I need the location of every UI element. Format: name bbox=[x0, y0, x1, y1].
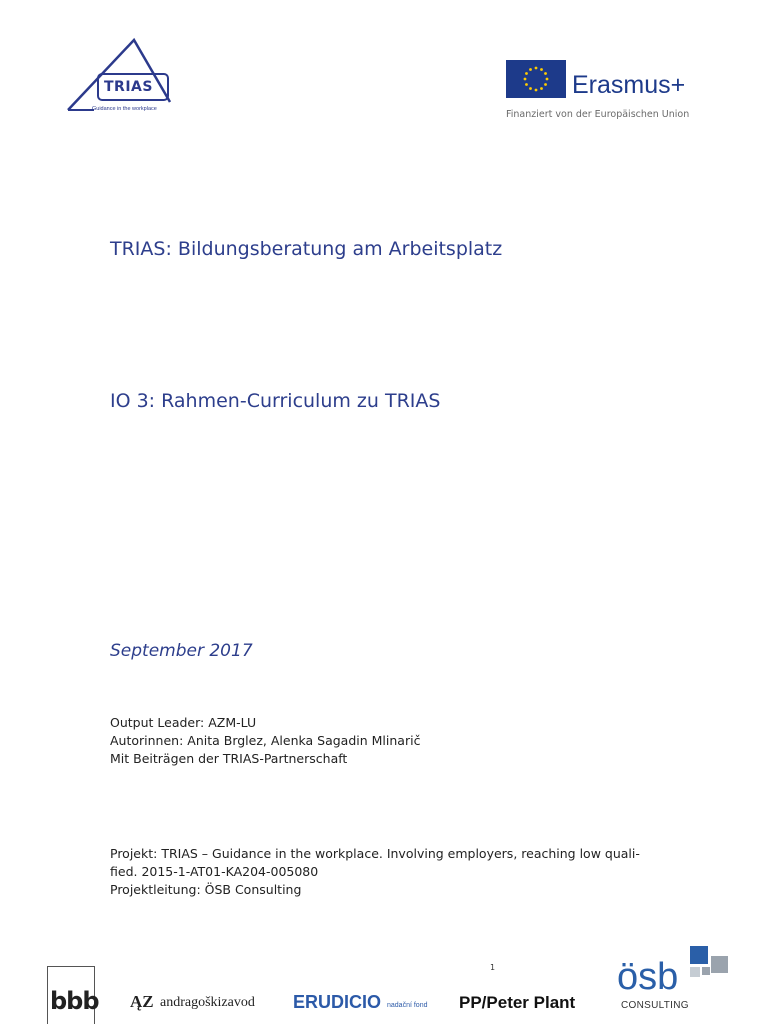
peter-plant-logo: PP/Peter Plant bbox=[459, 993, 576, 1012]
trias-tagline: Guidance in the workplace bbox=[92, 106, 157, 112]
eu-star-icon bbox=[524, 78, 527, 81]
osb-squares-icon bbox=[690, 946, 730, 984]
contributions-line: Mit Beiträgen der TRIAS-Partnerschaft bbox=[110, 751, 348, 766]
eu-star-icon bbox=[540, 68, 543, 71]
document-date: September 2017 bbox=[110, 641, 253, 661]
eu-star-icon bbox=[525, 72, 528, 75]
eu-star-icon bbox=[535, 67, 538, 70]
eu-star-icon bbox=[544, 83, 547, 86]
osb-logo-text: ösb bbox=[617, 956, 679, 998]
eu-star-icon bbox=[525, 83, 528, 86]
bbb-logo-text: bbb bbox=[50, 987, 99, 1015]
az-logo-mark: ĄZ bbox=[130, 992, 154, 1011]
eu-star-icon bbox=[529, 68, 532, 71]
document-title: TRIAS: Bildungsberatung am Arbeitsplatz bbox=[110, 238, 503, 260]
erasmus-logo-text: Erasmus+ bbox=[572, 71, 686, 99]
trias-logo-text: TRIAS bbox=[104, 79, 153, 95]
eu-flag-icon bbox=[506, 60, 566, 98]
erudicio-logo: ERUDICIO bbox=[293, 992, 382, 1012]
eu-star-icon bbox=[546, 78, 549, 81]
document-subtitle: IO 3: Rahmen-Curriculum zu TRIAS bbox=[110, 390, 441, 412]
output-leader-line: Output Leader: AZM-LU bbox=[110, 715, 257, 730]
az-logo-name: andragoškizavod bbox=[160, 995, 255, 1010]
page-number: 1 bbox=[490, 963, 496, 972]
project-line-1: Projekt: TRIAS – Guidance in the workplace. Involving employers, reaching low quali- bbox=[110, 846, 640, 861]
project-line-2: fied. 2015-1-AT01-KA204-005080 bbox=[110, 864, 319, 879]
author-info bbox=[110, 714, 420, 768]
project-info bbox=[110, 845, 640, 899]
eu-star-icon bbox=[529, 87, 532, 90]
eu-star-icon bbox=[535, 89, 538, 92]
eu-funding-note: Finanziert von der Europäischen Union bbox=[506, 109, 690, 120]
eu-star-icon bbox=[540, 87, 543, 90]
bbb-logo bbox=[47, 966, 99, 1024]
erudicio-logo-sub: nadační fond bbox=[387, 1002, 428, 1009]
eu-star-icon bbox=[544, 72, 547, 75]
authors-line: Autorinnen: Anita Brglez, Alenka Sagadin Mlinarič bbox=[110, 733, 421, 748]
project-lead-line: Projektleitung: ÖSB Consulting bbox=[110, 882, 302, 897]
trias-logo bbox=[64, 36, 174, 120]
osb-logo-sub: CONSULTING bbox=[621, 1000, 689, 1011]
